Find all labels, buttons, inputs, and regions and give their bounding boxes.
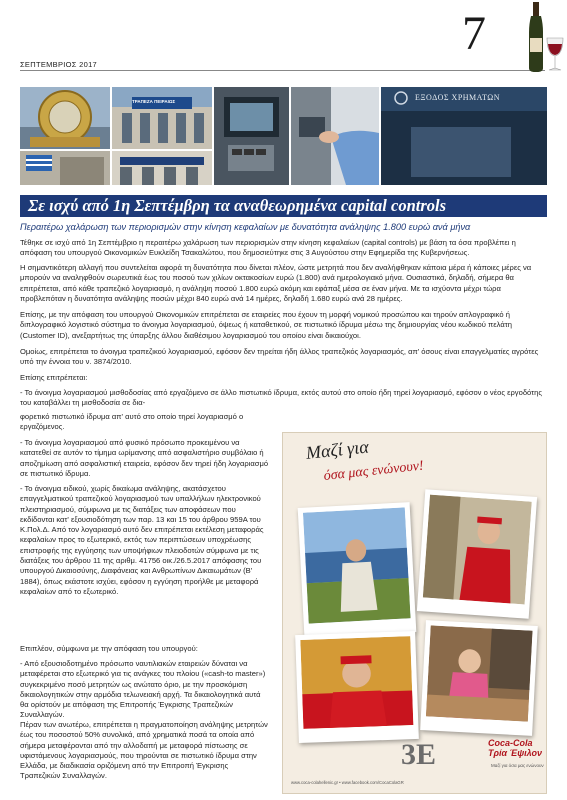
- ad-slogan-line2: όσα μας ενώνουν!: [323, 458, 425, 484]
- page-header: [0, 0, 567, 80]
- coca-cola-advertisement: [282, 432, 547, 794]
- greek-flag-building-photo: [20, 151, 110, 185]
- page-number: 7: [462, 7, 486, 60]
- paragraph-furthermore: Επιπλέον, σύμφωνα με την απόφαση του υπουργού:: [20, 644, 198, 653]
- coca-cola-brand: Coca-Cola Τρία Έψιλον: [488, 738, 543, 758]
- ad-photo-farmer: [298, 502, 417, 638]
- paragraph-intro: Τέθηκε σε ισχύ από 1η Σεπτέμβριο η περαιτέρω χαλάρωση των περιορισμών στην κίνηση κεφαλαίων (capital controls) με βάση τα όσα προβλέπει η απόφαση του υπουργού Οικονομικών Ευκλείδη Τσακαλώτου, που δημοσιεύτηκε στις 3 Αυγούστου στην Εφημερίδα της Κυβερνήσεως.: [20, 238, 516, 258]
- money-exit-sign-text: ΕΞΟΔΟΣ ΧΡΗΜΑΤΩΝ: [415, 93, 501, 102]
- bank-facade-photo: [112, 151, 212, 185]
- atm-photo: [214, 87, 289, 185]
- woman-red-shirt-photo: [423, 495, 532, 605]
- photo-strip: [20, 87, 547, 185]
- bank-building-photo: [112, 87, 212, 149]
- paragraph-farmers: Ομοίως, επιτρέπεται το άνοιγμα τραπεζικού λογαριασμού, εφόσον δεν τηρείται ήδη άλλος τραπεζικός λογαριασμός, απ' όσους είναι επαγγελματίες αγρότες υπό την έννοια του ν. 3874/2010.: [20, 347, 539, 367]
- coca-cola-brand-tagline: Μαζί για όσα μας ενώνουν: [491, 763, 544, 768]
- ad-slogan-line1: Μαζί για: [305, 436, 370, 463]
- wine-bottle-glass-icon: [505, 2, 565, 72]
- paragraph-insurance: - Το άνοιγμα λογαριασμού από φυσικό πρόσωπο προκειμένου να κατατεθεί σε αυτόν το τίμημα ωρίμανσης από ασφαλιστήριο συμβόλαιο ή αποζημίωση από ασφαλιστική εταιρεία, εφόσον δεν τηρεί ήδη λογαριασμό σε πιστωτικό ίδρυμα.: [20, 438, 269, 478]
- paragraph-companies: Επίσης, με την απόφαση του υπουργού Οικονομικών επιτρέπεται σε εταιρείες που έχουν τη μορφή νομικού προσώπου και τηρούν απλογραφικό ή διπλογραφικό λογιστικό σύστημα το άνοιγμα λογαριασμού, όψεως ή καταθετικού, σε πιστωτικό ίδρυμα μέσω της δημιουργίας νέου κωδικού πελάτη (Customer ID), ανεξαρτήτως της ύπαρξης άλλου διαθέσιμου λογαριασμού του οποίου είναι δικαιούχοι.: [20, 310, 512, 340]
- paragraph-payroll-start: - Το άνοιγμα λογαριασμού μισθοδοσίας από εργαζόμενο σε άλλο πιστωτικό ίδρυμα, εκτός αυτού στο οποίο ήδη τηρεί λογαριασμό, εφόσον ο νέος εργοδότης του καταβάλλει τη μισθοδοσία σε δια-: [20, 388, 543, 408]
- paragraph-auction-account: - Το άνοιγμα ειδικού, χωρίς δικαίωμα ανάληψης, ακατάσχετου επαγγελματικού τραπεζικού λογαριασμού των υπαλλήλων ηλεκτρονικού πλειστηριασμού, σύμφωνα με τις διατάξεις των αποφάσεων που εκδίδονται κατ' εξουσιοδότηση των παρ. 13 και 15 του άρθρου 959Α του Κ.Πολ.Δ. Από τον λογαριασμό αυτό δεν επιτρέπεται εκτέλεση μεταφοράς κεφαλαίων προς το εξωτερικό, εκτός των περιπτώσεων υποχρέωσης επιστροφής της εγγύησης των υποψήφιων πλειοδοτών σύμφωνα με τις διατάξεις του άρθρου 11 της αριθμ. 41756 οικ./26.5.2017 απόφασης του υπουργού Δικαιοσύνης, Διαφάνειας και Ανθρωπίνων Δικαιωμάτων (Β' 1884), όπως εκάστοτε ισχύει, εφόσον η εγγύηση προήλθε με μεταφορά κεφαλαίων από το εξωτερικό.: [20, 484, 264, 596]
- hand-at-atm-photo: [291, 87, 379, 185]
- restaurant-photo: [426, 625, 533, 721]
- article-headline: Σε ισχύ από 1η Σεπτέμβρη τα αναθεωρημένα capital controls: [28, 196, 447, 215]
- article-subhead: Περαιτέρω χαλάρωση των περιορισμών στην κίνηση κεφαλαίων με δυνατότητα ανάληψης 1.800 ευρώ ανά μήνα: [20, 222, 471, 232]
- paragraph-payroll-end: φορετικό πιστωτικό ίδρυμα απ' αυτό στο οποίο τηρεί λογαριασμό ο εργαζόμενος.: [20, 412, 244, 432]
- ad-photo-woman-red-shirt: [417, 489, 537, 619]
- ad-photo-man-red-cap: [295, 631, 419, 743]
- ad-photo-restaurant: [420, 620, 538, 736]
- bank-sign-text: ΤΡΑΠΕΖΑ ΠΕΙΡΑΙΩΣ: [132, 99, 176, 104]
- header-rule: [20, 70, 545, 71]
- ad-urls: www.coca-colahellenic.gr • www.facebook.com/CocaColaGR: [291, 780, 404, 785]
- 3e-logo: 3E: [401, 738, 437, 771]
- euro-coins-photo: [20, 87, 110, 149]
- paragraph-cash-to-master: - Από εξουσιοδοτημένο πρόσωπο ναυτιλιακών εταιρειών δύναται να μεταφέρεται στο εξωτερικό για τις ανάγκες του πλοίου («cash-to master») συγκεκριμένο ποσό μετρητών ως ανώτατο όριο, με την προσκόμιση δικαιολογητικών στην αρμόδια τελωνειακή αρχή. Τα δικαιολογητικά αυτά θα ορίστούν με απόφαση της Επιτροπής Έγκρισης Τραπεζικών Συναλλαγών.: [20, 659, 266, 720]
- paragraph-fifty-percent: Πέραν των ανωτέρω, επιτρέπεται η πραγματοποίηση ανάληψης μετρητών έως του ποσοστού 50% συνολικά, από χρηματικά ποσά τα οποία από σήμερα μεταφέρονται από την αλλοδαπή με μεταφορά πίστωσης σε υφιστάμενους λογαριασμούς, που τηρούνται σε πιστωτικό ίδρυμα στην Ελλάδα, με διαδικασία οριζόμενη από την Επιτροπή Έγκρισης Τραπεζικών Συναλλαγών.: [20, 720, 268, 781]
- man-red-cap-photo: [300, 636, 413, 729]
- paragraph-also-allowed: Επίσης επιτρέπεται:: [20, 373, 88, 382]
- paragraph-withdrawal: Η σημαντικότερη αλλαγή που συντελείται αφορά τη δυνατότητα που δίνεται πλέον, ώστε μετρητά που δεν αναλήφθηκαν κάποια μέρα ή κάποιες μέρες να μπορούν να αναληφθούν σωρευτικά έως του ποσού των χιλίων οκτακοσίων ευρώ (1.800) ανά ημερολογιακό μήνα. Ουσιαστικά, δηλαδή, σήμερα θα επιτρέπεται, από κάθε τραπεζικό λογαριασμό, η ανάληψη ποσού 1.800 ευρώ ακόμη και εφάπαξ μέσα σε έναν μήνα. Με τα ισχύοντα μέχρι τώρα προβλεπόταν η δυνατότητα ανάληψης ποσών μέχρι 840 ευρώ ανά 14 ημέρες, δηλαδή 1.680 ευρώ ανά 28 ημέρες.: [20, 263, 532, 304]
- farmer-photo: [303, 507, 411, 623]
- issue-date: ΣΕΠΤΕΜΒΡΙΟΣ 2017: [20, 60, 98, 69]
